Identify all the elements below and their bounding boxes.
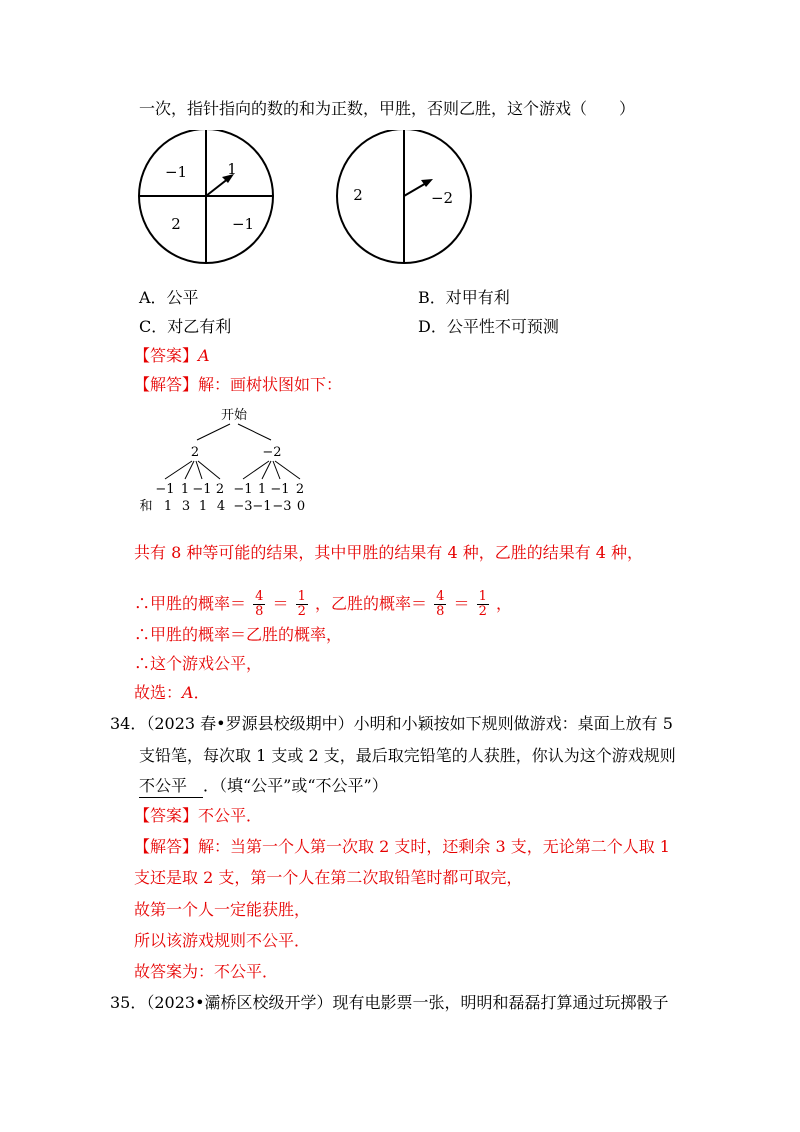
frac-num: 4 [255,589,264,604]
line2-part-e: ， [495,594,512,613]
answer-value: A [198,346,210,365]
option-c: C．对乙有利 [139,317,232,336]
q34-solution-4: 所以该游戏规则不公平． [134,931,311,950]
frac-num-b: 4 [436,589,445,604]
tree-diagram [0,400,800,520]
q34-blank-answer: 不公平 [139,775,203,798]
option-b: B．对甲有利 [418,288,510,307]
solution-label: 【解答】 [134,375,199,394]
line2-part-b: ＝ [272,594,289,613]
leaf-5: −1 [233,482,253,497]
q34-answer [134,805,262,827]
spinner-figures [0,130,800,270]
q34-solution-5: 故答案为：不公平． [134,962,279,981]
line2-part-d: ＝ [453,594,470,613]
q34-solution-3: 故第一个人一定能获胜， [134,900,311,919]
frac-den: 8 [255,604,264,619]
q35-line1: 35．（2023•灞桥区校级开学）现有电影票一张，明明和磊磊打算通过玩掷骰子 [110,993,669,1012]
fraction-4-8 [253,590,265,619]
sum-label: 和 [139,499,153,514]
frac2-den-b: 2 [478,604,487,619]
q34-solution-2: 支还是取 2 支，第一个人在第二次取铅笔时都可取完， [134,868,523,887]
line5-part-b: A [182,683,194,702]
q34-line3-rest: ．（填“公平”或“不公平”） [203,776,388,795]
spinner2-left: 2 [353,186,363,204]
frac-den-b: 8 [436,604,445,619]
frac2-num: 1 [297,589,306,604]
q34-answer-value: 不公平． [198,806,263,825]
solution-intro-text: 解：画树状图如下： [198,375,343,394]
sum-5: −3 [233,499,253,514]
q34-answer-label: 【答案】 [134,806,199,825]
tree-node-neg2: −2 [262,445,282,460]
tree-node-2: 2 [190,445,200,460]
line2-part-c: ，乙胜的概率＝ [314,594,427,613]
spinner1-top-left: −1 [164,163,188,181]
fraction-4-8-b [434,590,446,619]
sum-6: −1 [252,499,272,514]
line5-part-c: ． [193,683,210,702]
sum-4: 4 [216,499,226,514]
spinner1-bottom-right: −1 [231,215,255,233]
leaf-2: 1 [180,482,190,497]
q33-intro: 一次，指针指向的数的和为正数，甲胜，否则乙胜，这个游戏（ ） [139,99,636,118]
leaf-4: 2 [215,482,225,497]
leaf-3: −1 [192,482,212,497]
tree-root: 开始 [220,408,248,423]
spinner-2 [337,130,471,263]
q33-solution-line1: 共有 8 种等可能的结果，其中甲胜的结果有 4 种，乙胜的结果有 4 种， [134,543,644,562]
q34-line3 [139,775,388,798]
leaf-7: −1 [270,482,290,497]
q33-answer [134,345,210,367]
leaf-1: −1 [155,482,175,497]
answer-label: 【答案】 [134,346,199,365]
q34-solution-1 [134,836,670,858]
spinner2-right: −2 [430,189,454,207]
q34-solution-label: 【解答】 [134,837,199,856]
fraction-1-2-b [477,590,489,619]
frac2-num-b: 1 [478,589,487,604]
q33-solution-line2 [134,590,512,619]
line5-part-a: 故选： [134,683,183,702]
q34-solution-1-text: 解：当第一个人第一次取 2 支时，还剩余 3 支，无论第二个人取 1 [198,837,670,856]
leaf-8: 2 [295,482,305,497]
sum-8: 0 [296,499,306,514]
q33-solution-line5 [134,682,210,704]
sum-3: 1 [198,499,208,514]
spinner1-top-right: 1 [227,160,237,178]
option-a: A．公平 [139,288,199,307]
fraction-1-2 [296,590,308,619]
q34-line1: 34．（2023 春•罗源县校级期中）小明和小颖按如下规则做游戏：桌面上放有 5 [110,714,673,733]
q33-solution-line3: ∴甲胜的概率＝乙胜的概率， [134,625,343,644]
sum-2: 3 [181,499,191,514]
spinner1-bottom-left: 2 [171,215,181,233]
q34-line2: 支铅笔，每次取 1 支或 2 支，最后取完铅笔的人获胜，你认为这个游戏规则 [139,746,676,765]
option-d: D．公平性不可预测 [418,317,559,336]
q33-solution-line4: ∴这个游戏公平， [134,654,263,673]
frac2-den: 2 [297,604,306,619]
leaf-6: 1 [257,482,267,497]
spinner-1 [139,130,273,263]
q33-solution-intro [134,374,342,396]
sum-1: 1 [163,499,173,514]
line2-part-a: ∴甲胜的概率＝ [134,594,247,613]
sum-7: −3 [272,499,292,514]
